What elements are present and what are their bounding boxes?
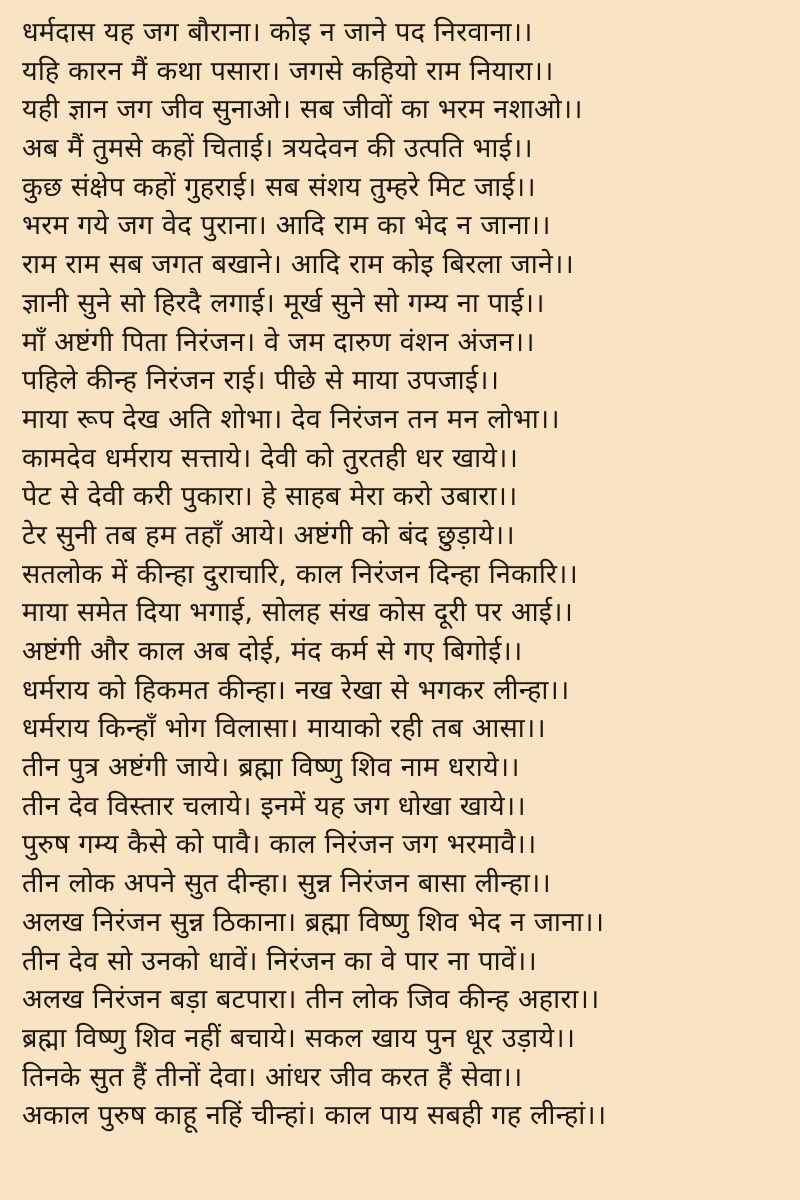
verse-line: अष्टंगी और काल अब दोई, मंद कर्म से गए बिगोई।। (22, 636, 523, 667)
verse-line: टेर सुनी तब हम तहाँ आये। अष्टंगी को बंद छुड़ाये।। (22, 519, 515, 551)
verse-line: तीन देव सो उनको धावें। निरंजन का वे पार ना पावें।। (22, 945, 537, 977)
verse-line: कुछ संक्षेप कहों गुहराई। सब संशय तुम्हरे मिट जाई।। (22, 171, 536, 203)
verse-line: अब मैं तुमसे कहों चिताई। त्रयदेवन की उत्पति भाई।। (22, 133, 533, 165)
verse-line: माँ अष्टंगी पिता निरंजन। वे जम दारुण वंशन अंजन।। (22, 326, 535, 358)
verse-line: तीन लोक अपने सुत दीन्हा। सुन्न निरंजन बासा लीन्हा।। (22, 868, 551, 900)
verse-line: राम राम सब जगत बखाने। आदि राम कोइ बिरला जाने।। (22, 249, 574, 281)
verse-line: पुरुष गम्य कैसे को पावै। काल निरंजन जग भरमावै।। (22, 829, 537, 861)
verse-line: कामदेव धर्मराय सत्ताये। देवी को तुरतही धर खाये।। (22, 442, 519, 474)
verse-line: धर्मदास यह जग बौराना। कोइ न जाने पद निरवाना।। (22, 17, 533, 48)
verse-line: यही ज्ञान जग जीव सुनाओ। सब जीवों का भरम नशाओ।। (22, 94, 583, 126)
verse-line: यहि कारन मैं कथा पसारा। जगसे कहियो राम नियारा।। (22, 55, 554, 87)
verse-line: माया रूप देख अति शोभा। देव निरंजन तन मन लोभा।। (22, 403, 560, 435)
verse-line: ज्ञानी सुने सो हिरदै लगाई। मूर्ख सुने सो गम्य ना पाई।। (22, 287, 545, 319)
verse-line: धर्मराय को हिकमत कीन्हा। नख रेखा से भगकर लीन्हा।। (22, 674, 570, 706)
verse-line: भरम गये जग वेद पुराना। आदि राम का भेद न जाना।। (22, 210, 551, 242)
verse-line: अलख निरंजन सुन्न ठिकाना। ब्रह्मा विष्णु शिव भेद न जाना।। (22, 906, 605, 938)
verse-line: तीन पुत्र अष्टंगी जाये। ब्रह्मा विष्णु शिव नाम धराये।। (22, 752, 520, 784)
verse-line: माया समेत दिया भगाई, सोलह संख कोस दूरी पर आई।। (22, 597, 574, 629)
verse-line: अलख निरंजन बड़ा बटपारा। तीन लोक जिव कीन्ह अहारा।। (22, 984, 600, 1016)
verse-line: ब्रह्मा विष्णु शिव नहीं बचाये। सकल खाय पुन धूर उड़ाये।। (22, 1022, 576, 1054)
verse-line: अकाल पुरुष काहू नहिं चीन्हां। काल पाय सबही गह लीन्हां।। (22, 1100, 607, 1132)
verse-line: पहिले कीन्ह निरंजन राई। पीछे से माया उपजाई।। (22, 365, 500, 397)
verse-list (22, 14, 774, 1136)
verse-line: धर्मराय किन्हाँ भोग विलासा। मायाको रही तब आसा।। (22, 713, 546, 745)
verse-line: तीन देव विस्तार चलाये। इनमें यह जग धोखा खाये।। (22, 790, 526, 822)
verse-line: तिनके सुत हैं तीनों देवा। आंधर जीव करत हैं सेवा।। (22, 1061, 523, 1093)
verse-line: पेट से देवी करी पुकारा। हे साहब मेरा करो उबारा।। (22, 481, 518, 513)
verse-line: सतलोक में कीन्हा दुराचारि, काल निरंजन दिन्हा निकारि।। (22, 558, 578, 590)
